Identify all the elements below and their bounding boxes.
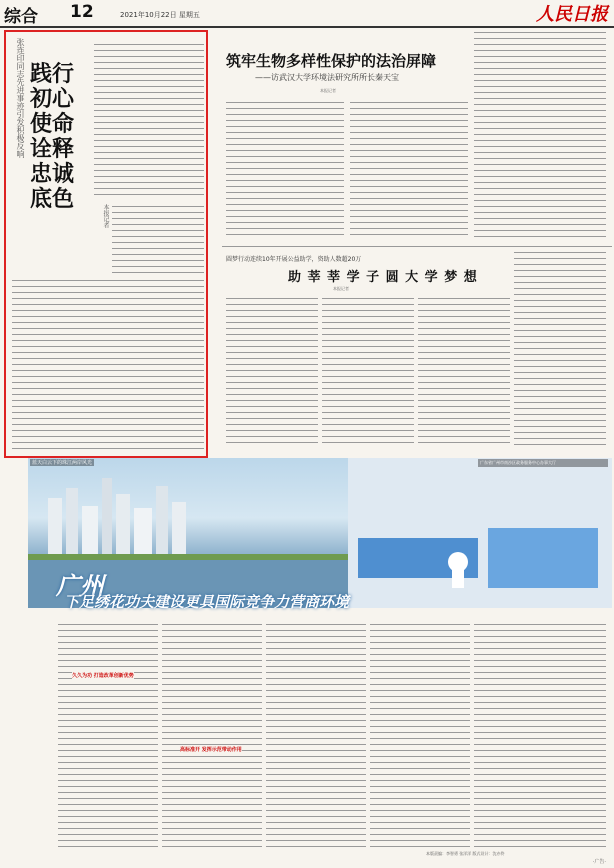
left-body-text-1 bbox=[94, 42, 204, 200]
top-article-subtitle: ——访武汉大学环境法研究所所长秦天宝 bbox=[255, 73, 399, 82]
top-article-byline: 本报记者 bbox=[320, 88, 336, 93]
photo-caption-right: 广东省广州市南沙区政务服务中心办事大厅 bbox=[478, 459, 608, 467]
left-feature-box bbox=[4, 30, 208, 458]
feature-col-3 bbox=[266, 622, 366, 848]
page-header bbox=[0, 0, 614, 28]
mid-article-col-1 bbox=[226, 296, 318, 448]
feature-col-5 bbox=[474, 622, 606, 848]
photo-caption-left: 蓝天白云下的珠江两岸风光 bbox=[32, 460, 93, 466]
footer-credit: 本版责编：李智勇 张洋洋 版式设计：沈亦伶 bbox=[426, 851, 505, 856]
divider-top bbox=[222, 246, 612, 247]
issue-date: 2021年10月22日 星期五 bbox=[120, 11, 200, 19]
section-head-1: 久久为功 打造改革创新优势 bbox=[72, 673, 134, 679]
section-head-2: 高标准开 发挥示范带动作用 bbox=[180, 747, 242, 753]
footer-corner: ·广告· bbox=[592, 859, 606, 865]
top-article-title: 筑牢生物多样性保护的法治屏障 bbox=[226, 52, 437, 70]
feature-photo bbox=[28, 458, 612, 608]
feature-subheadline: 下足绣花功夫建设更具国际竞争力营商环境 bbox=[64, 593, 350, 611]
city-skyline-illustration bbox=[28, 458, 612, 608]
mid-article-title: 助 莘 莘 学 子 圆 大 学 梦 想 bbox=[288, 270, 478, 285]
mid-article-kicker: 圆梦行动连续10年开展公益助学，资助人数超20万 bbox=[226, 256, 362, 263]
mid-article-byline: 本报记者 bbox=[333, 286, 349, 291]
top-article-col-1 bbox=[226, 100, 344, 240]
mid-article-col-2 bbox=[322, 296, 414, 448]
newspaper-logo: 人民日报 bbox=[536, 4, 608, 25]
mid-article-col-3 bbox=[418, 296, 510, 448]
mid-article-col-4 bbox=[514, 250, 606, 448]
top-article-col-2 bbox=[350, 100, 468, 240]
top-article-col-3 bbox=[474, 30, 606, 240]
left-title: 践行初心使命 诠释忠诚底色 bbox=[30, 61, 75, 212]
feature-col-1 bbox=[58, 622, 158, 848]
section-name: 综合 bbox=[4, 7, 38, 27]
left-body-text-3 bbox=[12, 278, 204, 452]
left-side-heading: 张连印同志先进事迹引发积极反响 bbox=[16, 38, 25, 158]
left-body-text-2 bbox=[112, 204, 204, 274]
feature-col-4 bbox=[370, 622, 470, 848]
page-number: 12 bbox=[70, 2, 94, 22]
feature-headline: 广州 bbox=[56, 572, 104, 600]
feature-col-2 bbox=[162, 622, 262, 848]
left-byline: 本报记者 bbox=[102, 204, 109, 228]
